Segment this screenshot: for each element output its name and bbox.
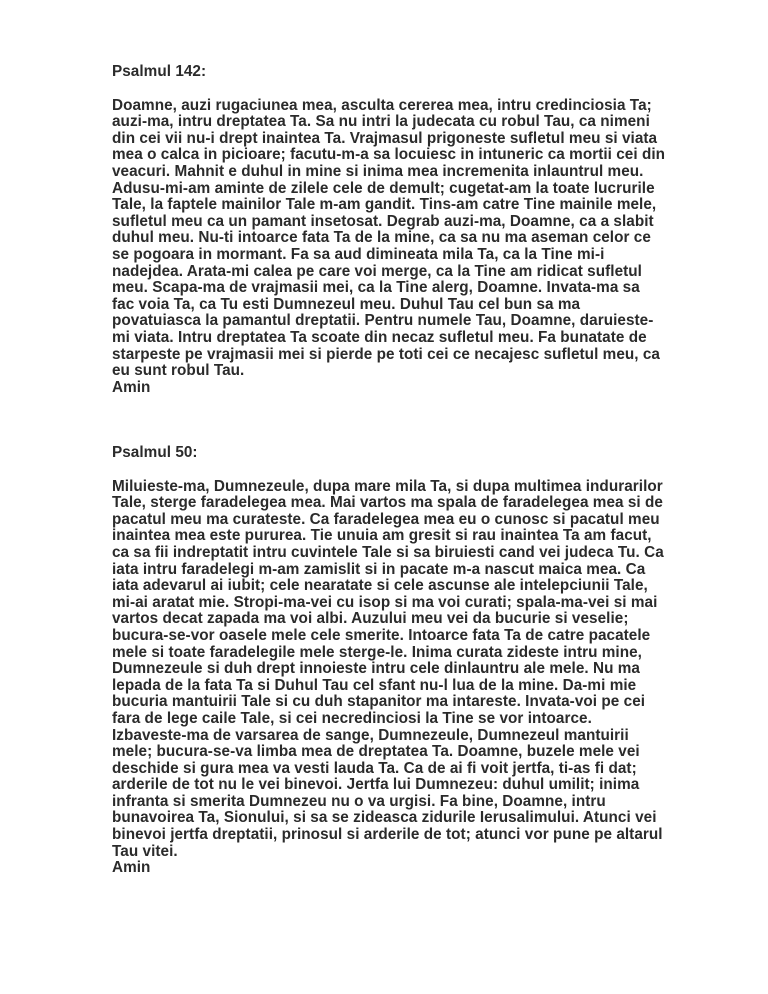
text-line: fara de lege caile Tale, si cei necredinciosi la Tine se vor intoarce. xyxy=(112,709,592,727)
amen-line: Amin xyxy=(112,859,151,877)
text-line: mele; bucura-se-va limba mea de dreptatea Ta. Doamne, buzele mele vei xyxy=(112,743,640,761)
psalm-50-body xyxy=(112,479,672,877)
text-line: lepada de la fata Ta si Duhul Tau cel sfant nu-l lua de la mine. Da-mi mie xyxy=(112,676,637,694)
amen-line: Amin xyxy=(112,378,151,396)
text-line: Dumnezeule si duh drept innoieste intru cele dinlauntru ale mele. Nu ma xyxy=(112,660,640,678)
psalm-142-title: Psalmul 142: xyxy=(112,63,207,80)
text-line: inaintea mea este pururea. Tie unuia am gresit si rau inaintea Ta am facut, xyxy=(112,527,652,545)
psalm-142-body xyxy=(112,98,672,397)
text-line: meu. Scapa-ma de vrajmasii mei, ca la Tine alerg, Doamne. Invata-ma sa xyxy=(112,279,640,297)
text-line: ca sa fii indreptatit intru cuvintele Tale si sa biruiesti cand vei judeca Tu. Ca xyxy=(112,543,664,561)
text-line: iata adevarul ai iubit; cele nearatate si cele ascunse ale intelepciunii Tale, xyxy=(112,577,648,595)
text-line: Tale, la faptele mainilor Tale m-am gandit. Tins-am catre Tine mainile mele, xyxy=(112,196,657,214)
text-line: infranta si smerita Dumnezeu nu o va urgisi. Fa bine, Doamne, intru xyxy=(112,792,606,810)
text-line: duhul meu. Nu-ti intoarce fata Ta de la mine, ca sa nu ma aseman celor ce xyxy=(112,229,651,247)
text-line: deschide si gura mea va vesti lauda Ta. Ca de ai fi voit jertfa, ti-as fi dat; xyxy=(112,759,637,777)
text-line: Doamne, auzi rugaciunea mea, asculta cererea mea, intru credinciosia Ta; xyxy=(112,96,652,114)
text-line: iata intru faradelegi m-am zamislit si in pacate m-a nascut maica mea. Ca xyxy=(112,560,646,578)
text-line: povatuiasca la pamantul dreptatii. Pentru numele Tau, Doamne, daruieste- xyxy=(112,312,654,330)
text-line: mi viata. Intru dreptatea Ta scoate din necaz sufletul meu. Fa bunatate de xyxy=(112,328,647,346)
text-line: nadejdea. Arata-mi calea pe care voi merge, ca la Tine am ridicat sufletul xyxy=(112,262,642,280)
text-line: se pogoara in mormant. Fa sa aud dimineata mila Ta, ca la Tine mi-i xyxy=(112,245,605,263)
text-line: mea o calca in picioare; facutu-m-a sa locuiesc in intuneric ca mortii cei din xyxy=(112,146,666,164)
text-line: din cei vii nu-i drept inaintea Ta. Vrajmasul prigoneste sufletul meu si viata xyxy=(112,129,658,147)
psalm-142-section xyxy=(112,64,672,396)
text-line: bucuria mantuirii Tale si cu duh stapanitor ma intareste. Invata-voi pe cei xyxy=(112,693,646,711)
text-line: Adusu-mi-am aminte de zilele cele de demult; cugetat-am la toate lucrurile xyxy=(112,179,655,197)
text-line: mele si toate faradelegile mele sterge-le. Inima curata zideste intru mine, xyxy=(112,643,642,661)
text-line: pacatul meu ma curateste. Ca faradelegea mea eu o cunosc si pacatul meu xyxy=(112,510,660,528)
text-line: vartos decat zapada ma voi albi. Auzului meu vei da bucurie si veselie; xyxy=(112,610,629,628)
text-line: binevoi jertfa dreptatii, prinosul si arderile de tot; atunci vor pune pe altarul xyxy=(112,826,663,844)
psalm-50-section xyxy=(112,445,672,877)
text-line: veacuri. Mahnit e duhul in mine si inima mea incremenita inlauntrul meu. xyxy=(112,162,644,180)
text-line: eu sunt robul Tau. xyxy=(112,362,245,380)
text-line: arderile de tot nu le vei binevoi. Jertfa lui Dumnezeu: duhul umilit; inima xyxy=(112,776,640,794)
text-line: sufletul meu ca un pamant insetosat. Degrab auzi-ma, Doamne, ca a slabit xyxy=(112,212,654,230)
text-line: fac voia Ta, ca Tu esti Dumnezeul meu. Duhul Tau cel bun sa ma xyxy=(112,295,581,313)
text-line: Tale, sterge faradelegea mea. Mai vartos ma spala de faradelegea mea si de xyxy=(112,494,663,512)
text-line: bucura-se-vor oasele mele cele smerite. Intoarce fata Ta de catre pacatele xyxy=(112,626,651,644)
text-line: starpeste pe vrajmasii mei si pierde pe toti cei ce necajesc sufletul meu, ca xyxy=(112,345,660,363)
text-line: Tau vitei. xyxy=(112,842,178,860)
text-line: auzi-ma, intru dreptatea Ta. Sa nu intri la judecata cu robul Tau, ca nimeni xyxy=(112,113,650,131)
text-line: Izbaveste-ma de varsarea de sange, Dumnezeule, Dumnezeul mantuirii xyxy=(112,726,629,744)
text-line: bunavoirea Ta, Sionului, si sa se zideasca zidurile Ierusalimului. Atunci vei xyxy=(112,809,657,827)
psalm-50-title: Psalmul 50: xyxy=(112,444,198,461)
text-line: mi-ai aratat mie. Stropi-ma-vei cu isop si ma voi curati; spala-ma-vei si mai xyxy=(112,593,658,611)
text-line: Miluieste-ma, Dumnezeule, dupa mare mila Ta, si dupa multimea indurarilor xyxy=(112,477,663,495)
